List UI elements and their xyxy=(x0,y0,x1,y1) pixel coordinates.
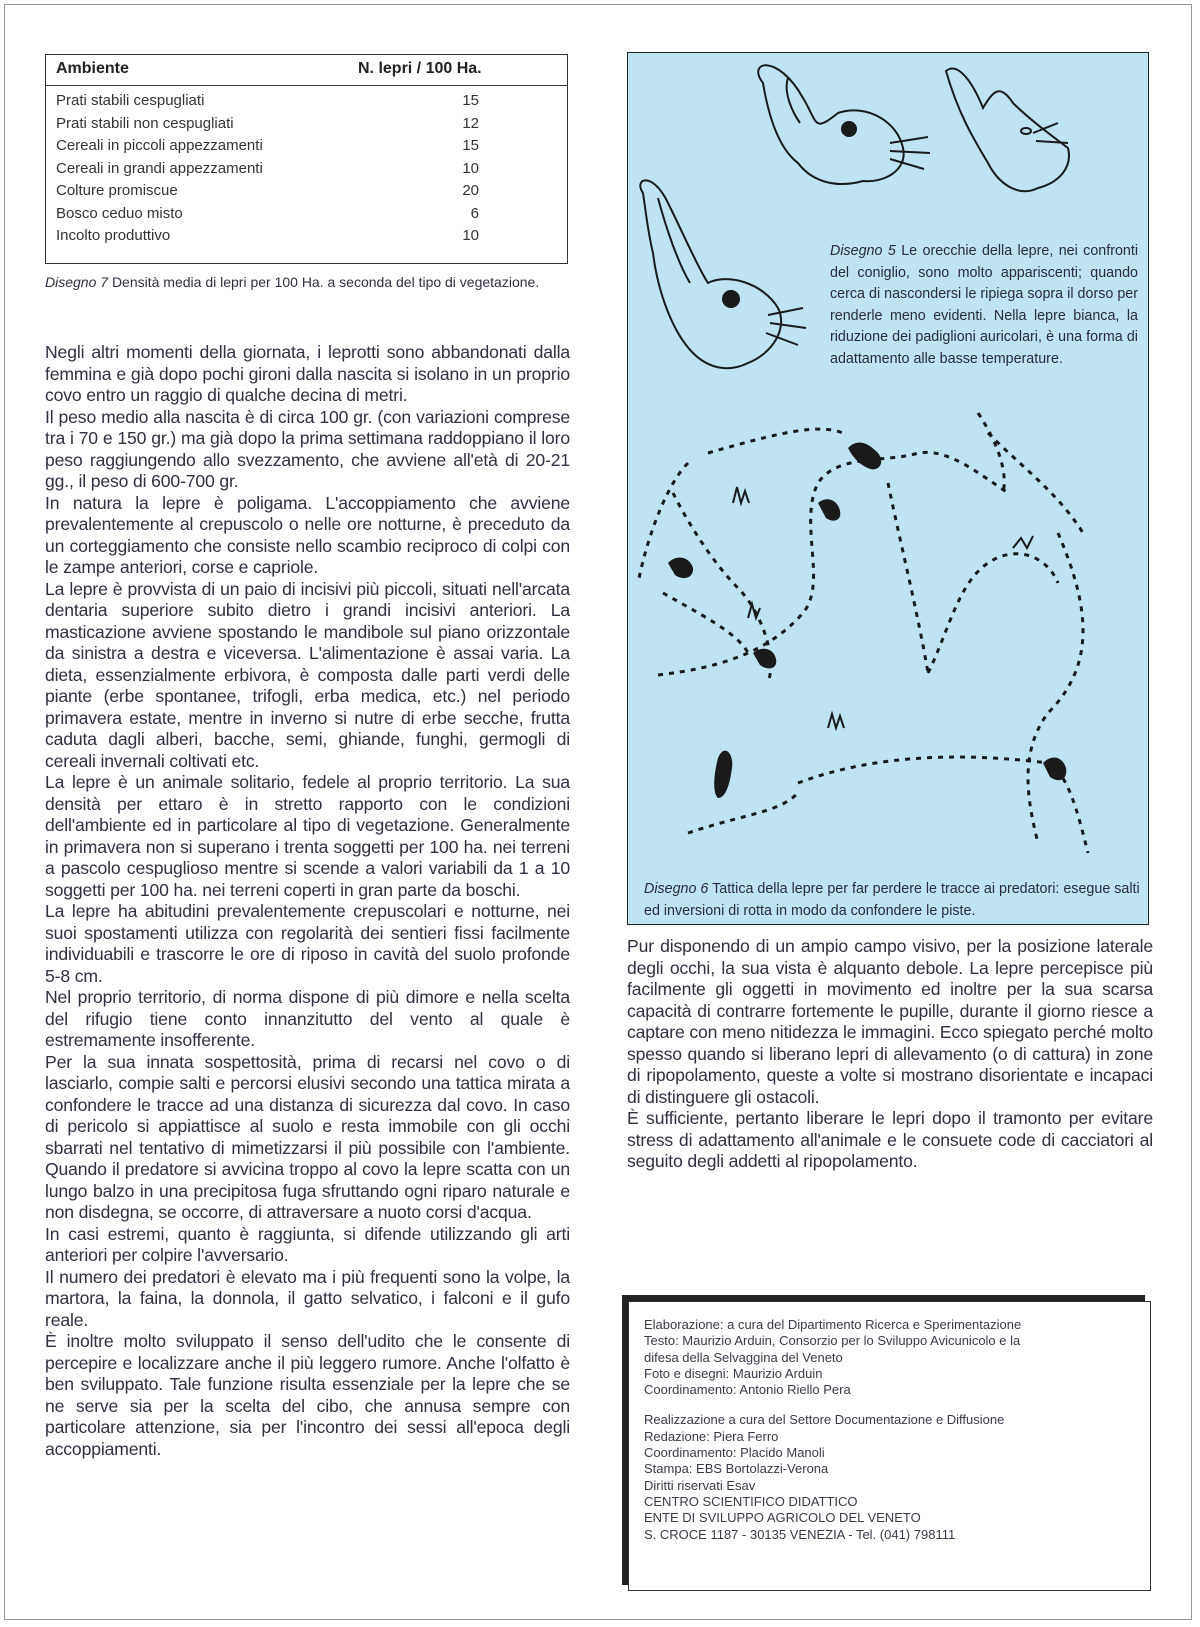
caption-text: Densità media di lepri per 100 Ha. a seconda del tipo di vegetazione. xyxy=(111,274,540,290)
paragraph: In natura la lepre è poligama. L'accoppiamento che avviene prevalentemente al crepuscolo o nelle ore notturne, è preceduto da un corteggiamento che consiste nello scambio reciproco di colpi con le zampe anteriori, corse e capriole. xyxy=(45,492,570,577)
table-row xyxy=(56,115,536,137)
credit-line: Coordinamento: Placido Manoli xyxy=(644,1445,825,1461)
credit-line: ENTE DI SVILUPPO AGRICOLO DEL VENETO xyxy=(644,1510,921,1526)
credits-box xyxy=(628,1301,1151,1591)
credit-line: CENTRO SCIENTIFICO DIDATTICO xyxy=(644,1493,858,1509)
density-cell: 12 xyxy=(462,114,479,132)
caption-label: Disegno 5 xyxy=(830,243,896,259)
credit-line: Foto e disegni: Maurizio Arduin xyxy=(644,1365,823,1381)
table-row xyxy=(56,182,536,204)
density-cell: 10 xyxy=(462,159,479,177)
paragraph: Il numero dei predatori è elevato ma i più frequenti sono la volpe, la martora, la faina, la donnola, il gatto selvatico, i falconi e il gufo reale. xyxy=(45,1266,570,1330)
paragraph: È sufficiente, pertanto liberare le lepri dopo il tramonto per evitare stress di adattamento all'animale e le consuete code di cacciatori al seguito degli addetti al ripopolamento. xyxy=(627,1108,1153,1171)
credit-line: Testo: Maurizio Arduin, Consorzio per lo Sviluppo Avicunicolo e la xyxy=(644,1333,1021,1349)
paragraph: In casi estremi, quanto è raggiunta, si difende utilizzando gli arti anteriori per colpire l'avversario. xyxy=(45,1223,570,1265)
table-row xyxy=(56,160,536,182)
ambiente-cell: Colture promiscue xyxy=(56,182,178,199)
credit-line: Diritti riservati Esav xyxy=(644,1477,756,1493)
ambiente-cell: Prati stabili non cespugliati xyxy=(56,114,234,132)
caption-disegno-6 xyxy=(644,879,1144,922)
caption-disegno-5 xyxy=(830,241,1138,370)
density-cell: 20 xyxy=(462,182,479,199)
paragraph: Il peso medio alla nascita è di circa 100 gr. (con variazioni comprese tra i 70 e 150 gr.) ma già dopo la prima settimana raddoppiano il loro peso raggiungendo allo svezzamento, che avviene all'età di 20-21 gg., il peso di 600-700 gr. xyxy=(45,406,570,491)
credit-line: S. CROCE 1187 - 30135 VENEZIA - Tel. (041) 798111 xyxy=(644,1526,956,1542)
density-cell: 6 xyxy=(470,204,479,222)
paragraph: Pur disponendo di un ampio campo visivo, per la posizione laterale degli occhi, la sua vista è alquanto debole. La lepre percepisce più facilmente gli oggetti in movimento ed inoltre per la sua scarsa capacità di contrarre fortemente le pupille, durante il giorno riesce a captare con meno nitidezza le immagini. Ecco spiegato perché molto spesso quando si liberano lepri di allevamento (o di cattura) in zone di ripopolamento, queste a volte si mostrano disorientate e incapaci di distinguere gli ostacoli. xyxy=(627,936,1154,1107)
paragraph: La lepre è un animale solitario, fedele al proprio territorio. La sua densità per ettaro è in stretto rapporto con le condizioni dell'ambiente ed in particolare al tipo di vegetazione. Generalmente in primavera non si superano i trenta soggetti per 100 ha. nei terreni a pascolo cespuglioso mentre si scende a valori variabili da 1 a 10 soggetti per 100 ha. nei terreni coperti in gran parte da boschi. xyxy=(45,772,570,900)
credit-line: Stampa: EBS Bortolazzi-Verona xyxy=(644,1461,829,1477)
paragraph: Nel proprio territorio, di norma dispone di più dimore e nella scelta del rifugio tiene conto innanzitutto del vento al quale è estremamente insofferente. xyxy=(45,987,570,1050)
ambiente-cell: Bosco ceduo misto xyxy=(56,204,183,222)
density-cell: 15 xyxy=(462,92,479,109)
table-row xyxy=(56,137,536,159)
right-column-text xyxy=(627,936,1153,1173)
table-row xyxy=(56,205,536,227)
table-row xyxy=(56,227,536,249)
caption-disegno-7 xyxy=(45,271,570,293)
credit-line: Redazione: Piera Ferro xyxy=(644,1428,779,1444)
credits-lines xyxy=(644,1317,1021,1543)
density-table xyxy=(45,54,568,264)
paragraph: La lepre ha abitudini prevalentemente crepuscolari e notturne, nei suoi spostamenti utilizza con regolarità dei sentieri fissi facilmente individuabili e trascorre le ore di riposo in cavità del suolo profonde 5-8 cm. xyxy=(45,901,570,986)
density-cell: 15 xyxy=(462,137,479,154)
col-ambiente-header: Ambiente xyxy=(56,60,129,77)
ambiente-cell: Prati stabili cespugliati xyxy=(56,92,205,109)
caption-label: Disegno 6 xyxy=(644,881,709,897)
hare-tracks-illustration xyxy=(628,53,1149,925)
credit-line: Realizzazione a cura del Settore Documentazione e Diffusione xyxy=(644,1412,1005,1428)
ambiente-cell: Incolto produttivo xyxy=(56,227,171,244)
ambiente-cell: Cereali in grandi appezzamenti xyxy=(56,159,263,177)
col-density-header: N. lepri / 100 Ha. xyxy=(358,60,482,77)
caption-label: Disegno 7 xyxy=(45,274,109,290)
credit-line: Elaborazione: a cura del Dipartimento Ricerca e Sperimentazione xyxy=(644,1317,1022,1332)
caption-text: Le orecchie della lepre, nei confronti del coniglio, sono molto appariscenti; quando cerca di nascondersi le ripiega sopra il dorso per renderle meno evidenti. Nella lepre bianca, la riduzione dei padiglioni auricolari, è una forma di adattamento alle basse temperature. xyxy=(830,243,1139,367)
paragraph: La lepre è provvista di un paio di incisivi più piccoli, situati nell'arcata dentaria superiore subito dietro i grandi incisivi anteriori. La masticazione avviene spostando le mandibole sul piano orizzontale da sinistra a destra e viceversa. L'alimentazione è assai varia. La dieta, essenzialmente erbivora, è composta dalle parti verdi delle piante (erbe spontanee, trifogli, erba medica, etc.) nel periodo primavera estate, mentre in inverno si nutre di erbe secche, frutta caduta dagli alberi, bacche, semi, ghiande, funghi, germogli di cereali invernali coltivati etc. xyxy=(45,578,570,771)
illustration-panel xyxy=(627,52,1149,925)
credit-line: difesa della Selvaggina del Veneto xyxy=(644,1349,843,1365)
paragraph: Negli altri momenti della giornata, i leprotti sono abbandonati dalla femmina e già dopo pochi gironi dalla nascita si isolano in un proprio covo entro un raggio di qualche decina di metri. xyxy=(45,342,570,405)
density-cell: 10 xyxy=(462,227,479,244)
caption-text: Tattica della lepre per far perdere le tracce ai predatori: esegue salti ed inversioni di rotta in modo da confondere le piste. xyxy=(644,881,1140,919)
ambiente-cell: Cereali in piccoli appezzamenti xyxy=(56,137,263,154)
paragraph: Per la sua innata sospettosità, prima di recarsi nel covo o di lasciarlo, compie salti e percorsi elusivi secondo una tattica mirata a confondere le tracce ad una distanza di sicurezza dal covo. In caso di pericolo si appiattisce al suolo e resta immobile con gli occhi sbarrati nel tentativo di mimetizzarsi il più possibile con l'ambiente. Quando il predatore si avvicina troppo al covo la lepre scatta con un lungo balzo in una precipitosa fuga sfruttando ogni riparo naturale e non disdegna, se occorre, di attraversare a nuoto corsi d'acqua. xyxy=(45,1051,570,1222)
paragraph: È inoltre molto sviluppato il senso dell'udito che le consente di percepire e localizzare anche il più leggero rumore. Anche l'olfatto è ben sviluppato. Tale funzione risulta essenziale per la lepre che se ne serve sia per la scelta del cibo, che annusa sempre con particolare attenzione, sia per l'incontro dei sessi all'epoca degli accoppiamenti. xyxy=(45,1331,570,1459)
table-header xyxy=(46,55,567,86)
table-row xyxy=(56,92,536,114)
credit-line: Coordinamento: Antonio Riello Pera xyxy=(644,1382,851,1398)
left-column-text xyxy=(45,342,570,1460)
